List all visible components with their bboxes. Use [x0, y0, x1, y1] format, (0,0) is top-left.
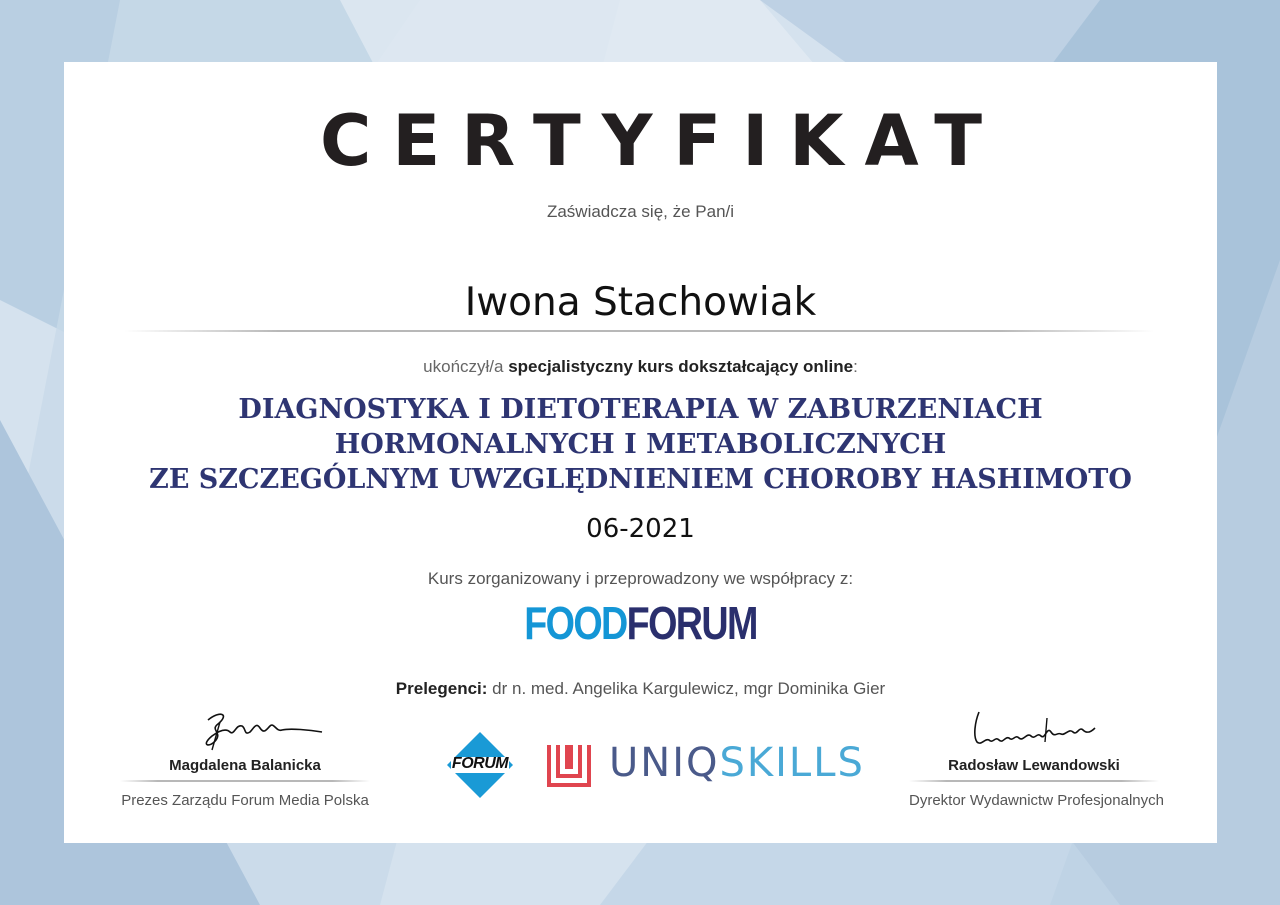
uniqskills-icon	[546, 742, 592, 788]
forum-badge-text: FORUM	[451, 755, 509, 772]
signature-right-name: Radosław Lewandowski	[948, 757, 1120, 774]
certificate-title: CERTYFIKAT	[320, 100, 1003, 182]
recipient-underline	[124, 330, 1154, 332]
foodforum-logo	[168, 596, 1113, 650]
completed-bold: specjalistyczny kurs dokształcający online	[508, 357, 854, 376]
completed-suffix: :	[853, 357, 858, 376]
signature-right-handwriting	[949, 702, 1119, 757]
uniqskills-uniq: UNIQ	[609, 740, 720, 786]
completed-text	[64, 357, 1217, 377]
recipient-name: Iwona Stachowiak	[464, 280, 817, 325]
certificate-card	[64, 62, 1217, 843]
signature-left-role: Prezes Zarządu Forum Media Polska	[121, 792, 369, 809]
speakers-label: Prelegenci:	[395, 679, 488, 698]
signature-right-role: Dyrektor Wydawnictw Profesjonalnych	[909, 792, 1164, 809]
signature-left-line	[120, 780, 370, 782]
course-line-1: DIAGNOSTYKA I DIETOTERAPIA W ZABURZENIACH	[238, 394, 1043, 425]
course-line-3: ZE SZCZEGÓLNYM UWZGLĘDNIENIEM CHOROBY HASHIMOTO	[149, 464, 1132, 495]
organizer-text: Kurs zorganizowany i przeprowadzony we współpracy z:	[427, 569, 854, 588]
foodforum-logo-food: FOOD	[524, 597, 627, 649]
signature-right-line	[909, 780, 1159, 782]
foodforum-logo-forum: FORUM	[626, 597, 757, 649]
course-date: 06-2021	[586, 514, 695, 544]
completed-prefix: ukończył/a	[423, 357, 509, 376]
uniqskills-skills: SKILLS	[719, 740, 865, 786]
signature-right	[909, 702, 1164, 809]
signature-left-name: Magdalena Balanicka	[169, 757, 321, 774]
signature-left-handwriting	[160, 702, 330, 757]
uniqskills-wordmark	[609, 740, 865, 786]
signature-left	[120, 702, 370, 809]
course-line-2: HORMONALNYCH I METABOLICZNYCH	[334, 429, 947, 460]
speakers-text	[64, 679, 1217, 699]
speakers-names: dr n. med. Angelika Kargulewicz, mgr Dominika Gier	[487, 679, 886, 698]
intro-text: Zaświadcza się, że Pan/i	[546, 202, 735, 221]
course-title	[64, 392, 1217, 497]
